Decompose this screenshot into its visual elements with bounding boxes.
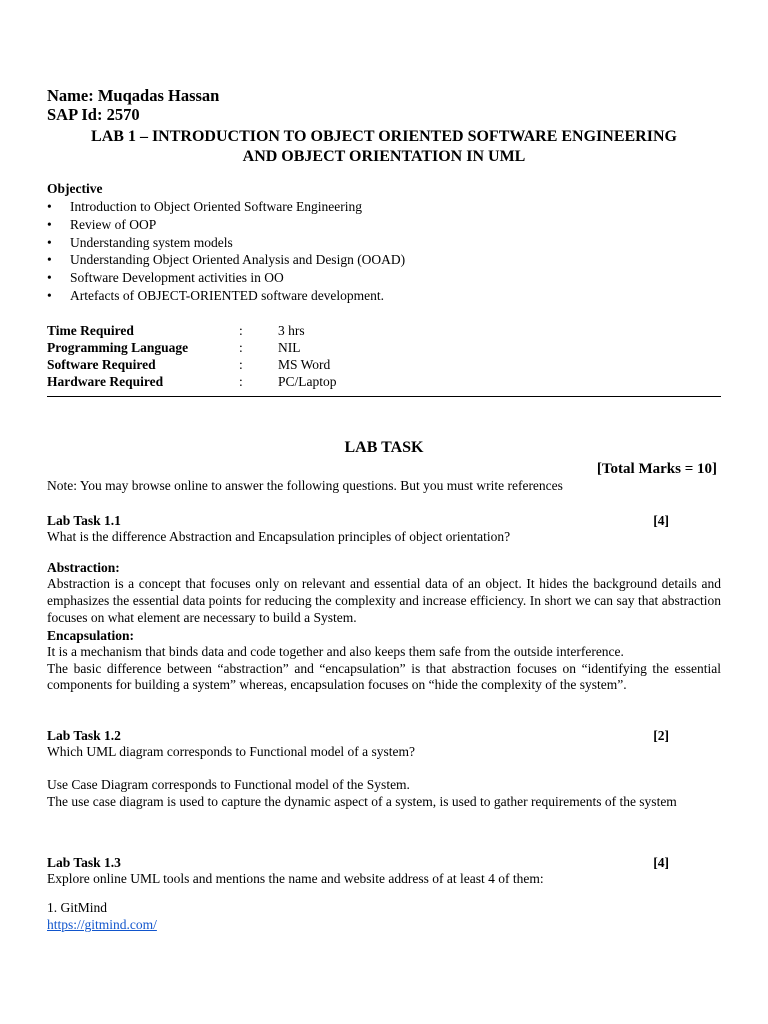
- requirement-label: Hardware Required: [47, 373, 164, 389]
- requirement-row: [47, 356, 337, 373]
- requirement-label: Programming Language: [47, 339, 189, 355]
- objective-heading: Objective: [47, 181, 103, 196]
- abstraction-text: Abstraction is a concept that focuses only on relevant and essential data of an object. It hides the background details and emphasizes the essential data points for reducing the complexity and increase efficiency. In short we can say that abstraction focuses on what element are necessary to build a System.: [47, 576, 721, 625]
- task3-marks: [4]: [653, 854, 669, 870]
- lab-task-heading: LAB TASK: [344, 438, 424, 456]
- student-name: Name: Muqadas Hassan: [47, 86, 220, 105]
- encapsulation-heading: Encapsulation:: [47, 627, 135, 643]
- task1-marks: [4]: [653, 512, 669, 528]
- task3-header: [47, 854, 721, 871]
- task1-header: [47, 512, 721, 529]
- document-page: [47, 86, 721, 934]
- requirement-label: Software Required: [47, 356, 156, 372]
- requirement-colon: :: [239, 339, 243, 355]
- requirement-colon: :: [239, 373, 243, 389]
- requirement-colon: :: [239, 322, 243, 338]
- section-divider: [47, 396, 721, 397]
- task1-question: What is the difference Abstraction and Encapsulation principles of object orientation?: [47, 528, 511, 544]
- requirement-value: MS Word: [278, 356, 331, 372]
- requirement-row: [47, 339, 337, 356]
- total-marks: [Total Marks = 10]: [596, 460, 717, 477]
- objective-item: • Software Development activities in OO: [47, 269, 721, 287]
- task2-question: Which UML diagram corresponds to Functional model of a system?: [47, 744, 416, 760]
- task3-title: Lab Task 1.3: [47, 854, 121, 870]
- task2-marks: [2]: [653, 728, 669, 744]
- objective-list: [47, 198, 721, 305]
- task2-answer-1: Use Case Diagram corresponds to Functional model of the System.: [47, 776, 410, 792]
- requirement-label: Time Required: [47, 322, 134, 338]
- lab-title: [47, 127, 721, 167]
- task2-answer-2: The use case diagram is used to capture the dynamic aspect of a system, is used to gather requirements of the system: [47, 793, 677, 809]
- abstraction-heading: Abstraction:: [47, 560, 120, 576]
- requirement-value: NIL: [278, 339, 301, 355]
- encapsulation-text-1: It is a mechanism that binds data and code together and also keeps them safe from the outside interference.: [47, 643, 624, 659]
- objective-item: • Understanding system models: [47, 234, 721, 252]
- task2-title: Lab Task 1.2: [47, 728, 121, 744]
- requirements-table: [47, 322, 337, 390]
- objective-item: • Artefacts of OBJECT-ORIENTED software development.: [47, 287, 721, 305]
- task1-title: Lab Task 1.1: [47, 512, 121, 528]
- objective-item: • Introduction to Object Oriented Software Engineering: [47, 198, 721, 216]
- lab-title-line2: AND OBJECT ORIENTATION IN UML: [242, 148, 526, 165]
- task3-question: Explore online UML tools and mentions the name and website address of at least 4 of them:: [47, 870, 544, 886]
- tool1-name: 1. GitMind: [47, 900, 108, 916]
- requirement-value: 3 hrs: [278, 322, 305, 338]
- objective-item: • Review of OOP: [47, 216, 721, 234]
- sap-id: SAP Id: 2570: [47, 105, 140, 124]
- tool1-url-link[interactable]: https://gitmind.com/: [47, 917, 157, 933]
- lab-title-line1: LAB 1 – INTRODUCTION TO OBJECT ORIENTED SOFTWARE ENGINEERING: [91, 128, 677, 145]
- requirement-value: PC/Laptop: [278, 373, 337, 389]
- lab-note: Note: You may browse online to answer the following questions. But you must write references: [47, 477, 563, 493]
- task2-header: [47, 727, 721, 744]
- requirement-colon: :: [239, 356, 243, 372]
- encapsulation-text-2: The basic difference between “abstraction” and “encapsulation” is that abstraction focuses on “identifying the essential components for building a system” whereas, encapsulation focuses on “hide the complexity of the system”.: [47, 660, 721, 693]
- objective-item: • Understanding Object Oriented Analysis and Design (OOAD): [47, 251, 721, 269]
- requirement-row: [47, 322, 337, 339]
- requirement-row: [47, 373, 337, 390]
